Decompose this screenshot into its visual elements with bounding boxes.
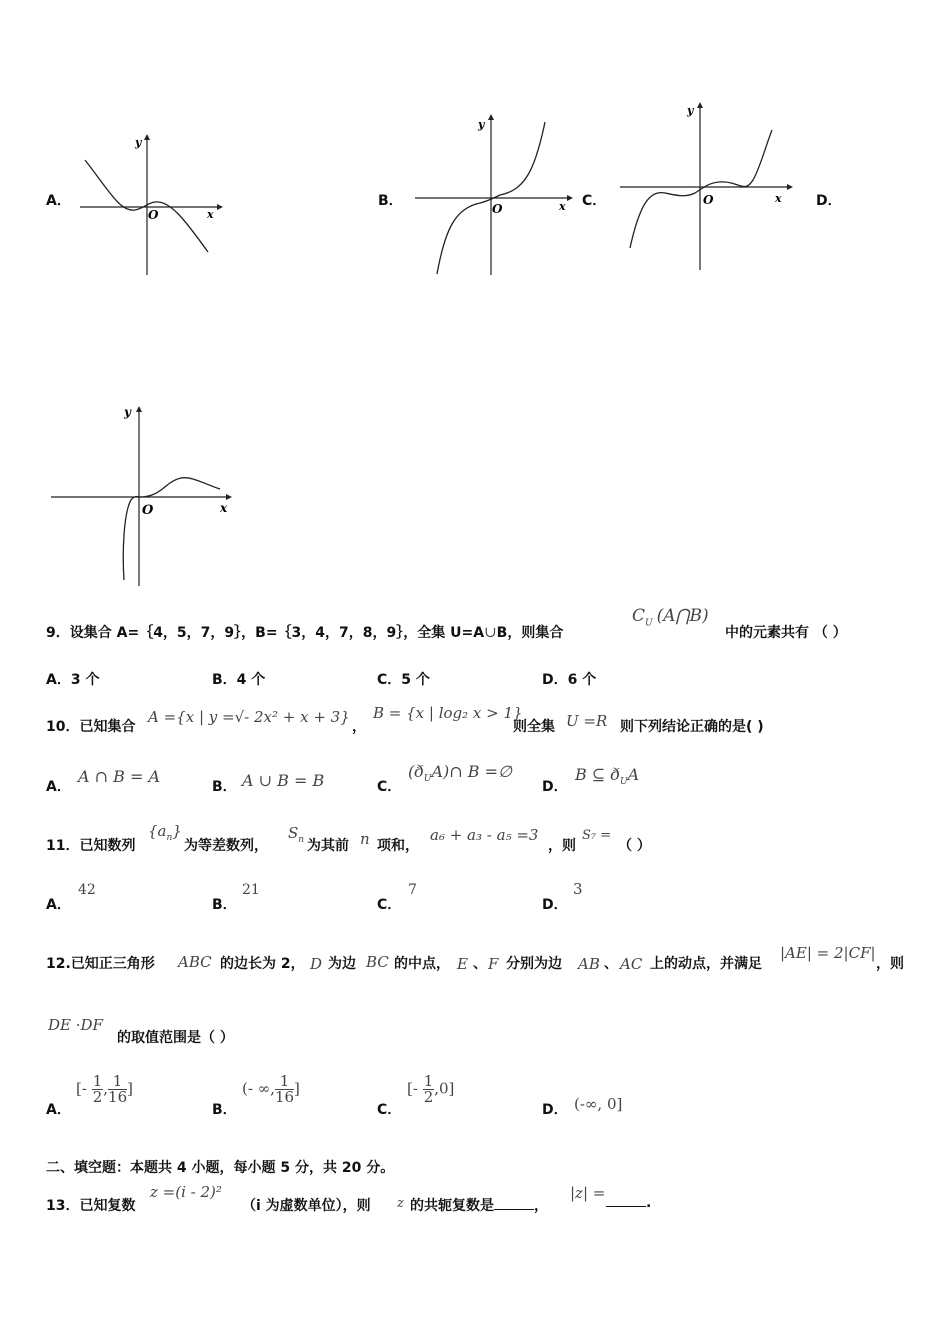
q11-text-e: ，则 — [548, 838, 576, 854]
q9-expr-c: C — [632, 606, 646, 626]
q10-text-b: 则全集 — [513, 719, 555, 735]
q11-option-c-text[interactable]: 7 — [408, 882, 417, 898]
q12-dot-product: DE ·DF — [48, 1016, 103, 1034]
q11-seq: $\{a_n\}$ — [148, 822, 182, 843]
graph-a-x-label: x — [207, 208, 214, 221]
q9-number: 9． — [46, 625, 70, 641]
q11-text-b: 为等差数列， — [184, 838, 268, 854]
q10-option-a-label[interactable]: A． — [46, 779, 71, 795]
graph-b-origin: O — [492, 202, 503, 216]
graph-a-label: A． — [46, 193, 71, 209]
q11-sum: $S_n$ — [288, 824, 305, 845]
q10-lead: 10．已知集合 — [46, 719, 136, 735]
q12-text-h: 的取值范围是（ ） — [117, 1030, 234, 1046]
graph-d-x-label: x — [220, 501, 228, 515]
graph-c-x-label: x — [775, 192, 782, 205]
q9-option-b[interactable]: B．4 个 — [212, 672, 266, 688]
q9-expr-rest: (A⋂B) — [656, 606, 709, 626]
q12-abc: ABC — [178, 953, 212, 971]
q12-option-d-label[interactable]: D． — [542, 1102, 568, 1118]
q10-option-c-text[interactable]: $(ð_UA)\cap$ B =∅ — [408, 762, 512, 785]
q13-abs: |z| = — [570, 1184, 606, 1202]
q9-option-a[interactable]: A．3 个 — [46, 672, 100, 688]
q12-text-b: 的边长为 2， — [220, 956, 305, 972]
graph-d — [48, 400, 238, 590]
q13-z: z — [397, 1196, 404, 1211]
q12-text-f: 上的动点，并满足 — [650, 956, 762, 972]
q12-option-c-text[interactable]: [- $\frac{1}{2}$ ,0] — [407, 1072, 455, 1106]
q10-comma: ， — [352, 719, 366, 735]
question-9 — [46, 622, 563, 642]
q11-option-c-label[interactable]: C． — [377, 897, 402, 913]
graph-c-origin: O — [703, 193, 714, 207]
q10-set-a: A ={x | y =√- 2x² + x + 3} — [148, 708, 350, 726]
q10-text-c: 则下列结论正确的是( ) — [620, 719, 764, 735]
q13-tail: . — [606, 1195, 651, 1211]
q12-d: D — [310, 955, 323, 973]
q12-text-e: 分别为边 — [506, 956, 562, 972]
section-2-title: 二、填空题：本题共 4 小题，每小题 5 分，共 20 分。 — [46, 1160, 395, 1176]
q9-expr-sub: U — [645, 618, 653, 629]
q12-option-b-text[interactable]: (- ∞, $\frac{1}{16}$ ] — [242, 1072, 300, 1106]
q11-option-a-label[interactable]: A． — [46, 897, 71, 913]
graph-a-y-label: y — [135, 136, 142, 149]
q12-option-a-text[interactable]: [- $\frac{1}{2}$ , $\frac{1}{16}$ ] — [76, 1072, 133, 1106]
q12-sep-1: 、 — [473, 956, 487, 972]
q11-option-b-label[interactable]: B． — [212, 897, 237, 913]
q11-lead: 11．已知数列 — [46, 838, 136, 854]
q10-option-a-text[interactable]: A ∩ B = A — [78, 767, 161, 786]
q9-text-b: B，则集合 — [496, 625, 564, 641]
q13-lead: 13．已知复数 — [46, 1198, 136, 1214]
q11-text-f: （ ） — [618, 838, 651, 854]
q10-option-b-label[interactable]: B． — [212, 779, 237, 795]
q11-text-d: 项和， — [377, 838, 419, 854]
q9-text-a: 设集合 A=｛4，5，7，9｝，B=｛3，4，7，8，9｝，全集 U=A — [69, 625, 485, 641]
q11-option-d-text[interactable]: 3 — [573, 880, 583, 898]
q11-option-b-text[interactable]: 21 — [242, 882, 260, 898]
q13-blank-1[interactable] — [494, 1209, 534, 1210]
graph-d-y-label: y — [124, 405, 131, 419]
graph-d-origin: O — [142, 503, 154, 518]
q10-universe: U =R — [566, 712, 608, 730]
q9-expression — [632, 606, 709, 628]
q12-lead: 12.已知正三角形 — [46, 956, 155, 972]
q12-condition: |AE| = 2|CF| — [780, 944, 876, 962]
graph-c-y-label: y — [687, 104, 694, 117]
graph-b-label: B． — [378, 193, 403, 209]
q11-target: S₇ = — [582, 828, 612, 843]
q12-option-d-text[interactable]: (-∞, 0] — [574, 1095, 623, 1113]
q10-set-b: B = {x | log₂ x > 1} — [373, 704, 523, 722]
q11-n: n — [360, 830, 370, 848]
q9-text-c: 中的元素共有 （ ） — [725, 625, 847, 641]
q11-text-c: 为其前 — [307, 838, 349, 854]
q12-text-d: 的中点， — [394, 956, 450, 972]
q12-ab: AB — [578, 955, 600, 973]
q12-text-g: ，则 — [876, 956, 904, 972]
q9-option-d[interactable]: D．6 个 — [542, 672, 597, 688]
graph-a-origin: O — [148, 208, 159, 222]
graph-a — [75, 130, 225, 278]
q13-expression: z =(i - 2)² — [150, 1183, 222, 1201]
q12-bc: BC — [366, 953, 389, 971]
q12-option-c-label[interactable]: C． — [377, 1102, 402, 1118]
q10-option-d-text[interactable]: B ⊆ $ð_UA$ — [575, 765, 640, 788]
q13-text-b: （i 为虚数单位），则 — [242, 1198, 371, 1214]
q12-ac: AC — [620, 955, 643, 973]
q12-option-b-label[interactable]: B． — [212, 1102, 237, 1118]
q10-option-b-text[interactable]: A ∪ B = B — [242, 771, 325, 790]
graph-b-x-label: x — [559, 200, 566, 213]
q13-text-c: 的共轭复数是 ， — [410, 1198, 548, 1214]
q11-option-a-text[interactable]: 42 — [78, 882, 96, 898]
graph-c-label: C． — [582, 193, 607, 209]
q12-e: E — [457, 955, 468, 973]
q11-option-d-label[interactable]: D． — [542, 897, 568, 913]
graph-c — [615, 98, 795, 273]
q12-option-a-label[interactable]: A． — [46, 1102, 71, 1118]
q11-condition: a₆ + a₃ - a₅ =3 — [430, 826, 539, 844]
graph-b — [410, 110, 575, 280]
graph-b-y-label: y — [478, 118, 485, 131]
q12-f: F — [488, 955, 499, 973]
q10-option-d-label[interactable]: D． — [542, 779, 568, 795]
q12-sep-2: 、 — [604, 956, 618, 972]
q9-union: ∪ — [484, 623, 497, 641]
q12-text-c: 为边 — [328, 956, 356, 972]
q13-blank-2[interactable] — [606, 1206, 646, 1207]
q10-option-c-label[interactable]: C． — [377, 779, 402, 795]
q9-option-c[interactable]: C．5 个 — [377, 672, 430, 688]
graph-d-label: D． — [816, 193, 842, 209]
